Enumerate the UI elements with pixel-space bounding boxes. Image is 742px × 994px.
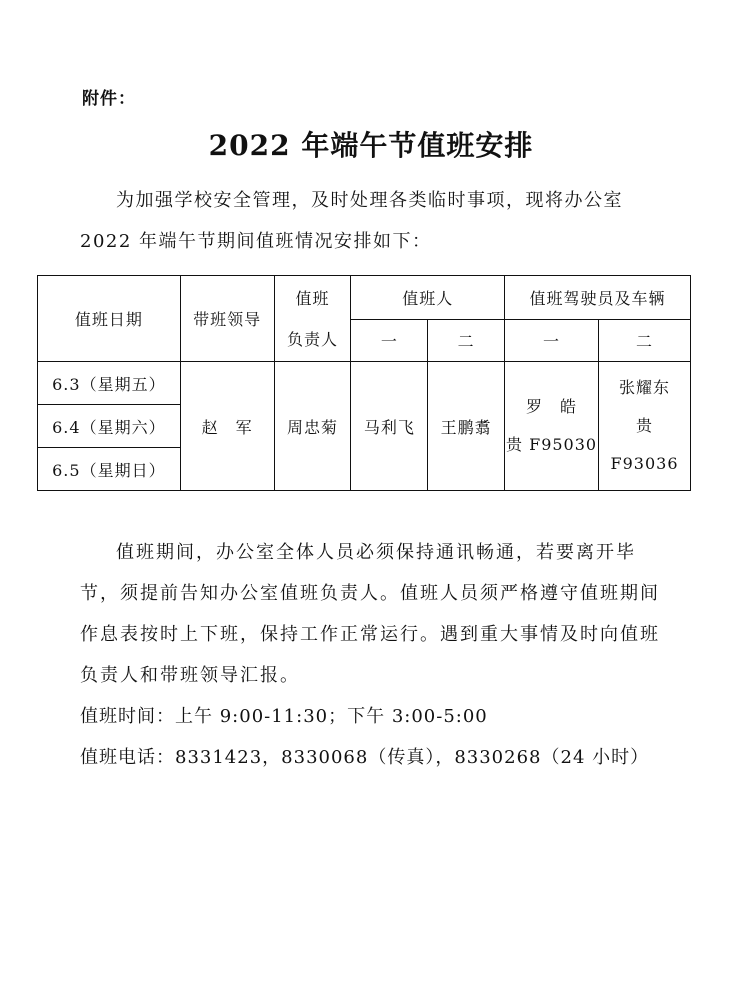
header-staff: 值班人 — [351, 276, 505, 320]
intro-paragraph: 为加强学校安全管理，及时处理各类临时事项，现将办公室 2022 年端午节期间值班情况安排如下： — [80, 190, 623, 252]
leader-cell: 赵 军 — [180, 362, 274, 491]
header-date: 值班日期 — [38, 276, 181, 362]
staff-two-cell: 王鹏翥 — [428, 362, 505, 491]
header-drivers: 值班驾驶员及车辆 — [505, 276, 691, 320]
header-staff-one: 一 — [351, 320, 428, 362]
header-responsible-line2: 负责人 — [286, 329, 338, 349]
staff-one-cell: 马利飞 — [351, 362, 428, 491]
responsible-cell: 周忠菊 — [274, 362, 351, 491]
attachment-label: 附件： — [82, 89, 136, 109]
page-title: 2022 年端午节值班安排 — [208, 129, 534, 162]
header-responsible — [274, 276, 351, 362]
date-cell-2: 6.4（星期六） — [38, 405, 181, 448]
driver-two-car: 贵 F93036 — [610, 416, 679, 473]
header-staff-two: 二 — [428, 320, 505, 362]
header-responsible-line1: 值班 — [295, 288, 330, 308]
duty-time: 值班时间：上午 9:00-11:30；下午 3:00-5:00 — [80, 706, 488, 727]
driver-one-name: 罗 皓 — [526, 397, 578, 416]
duty-schedule-table — [37, 275, 691, 491]
header-drivers-two: 二 — [599, 320, 691, 362]
date-cell-1: 6.3（星期五） — [38, 362, 181, 405]
header-drivers-one: 一 — [505, 320, 599, 362]
header-leader: 带班领导 — [180, 276, 274, 362]
date-cell-3: 6.5（星期日） — [38, 448, 181, 491]
notice-body — [80, 532, 662, 778]
driver-two-cell — [599, 362, 691, 491]
notice-paragraph: 值班期间，办公室全体人员必须保持通讯畅通，若要离开毕节，须提前告知办公室值班负责人。值班人员须严格遵守值班期间作息表按时上下班，保持工作正常运行。遇到重大事情及时向值班负责人和带班领导汇报。 — [80, 542, 660, 686]
driver-one-cell — [505, 362, 599, 491]
driver-one-car: 贵 F95030 — [506, 435, 598, 454]
driver-two-name: 张耀东 — [619, 378, 671, 397]
duty-phone: 值班电话：8331423，8330068（传真），8330268（24 小时） — [80, 747, 650, 768]
